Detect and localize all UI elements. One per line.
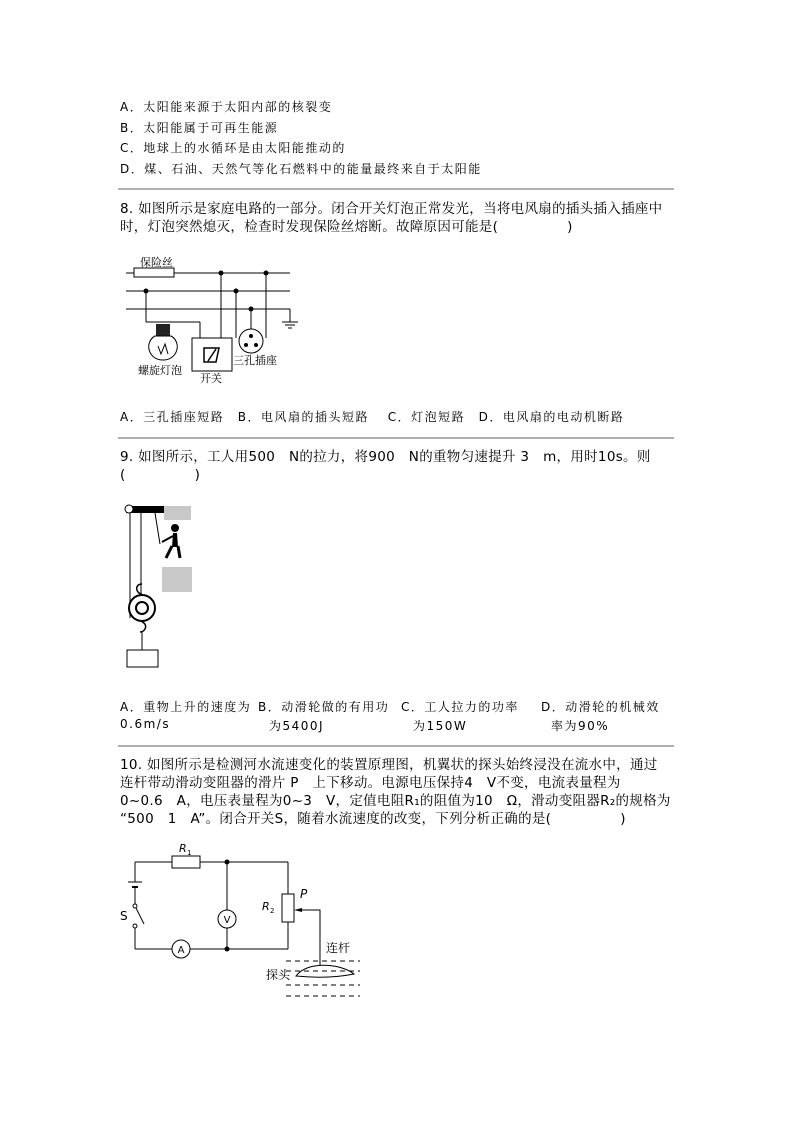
q9-option-a-line2: 0.6m/s xyxy=(120,717,171,731)
ammeter-label: A xyxy=(177,945,185,956)
q8-stem-line2: 时，灯泡突然熄灭，检查时发现保险丝熔断。故障原因可能是( ) xyxy=(120,219,573,235)
switch-s xyxy=(136,908,144,924)
q7-option-d: D．煤、石油、天然气等化石燃料中的能量最终来自于太阳能 xyxy=(120,162,482,176)
q9-pulley-figure xyxy=(120,500,200,672)
q10-stem-line3: 0~0.6 A，电压表量程为0~3 V，定值电阻R₁的阻值为10 Ω，滑动变阻器R₂的规格为 xyxy=(120,793,671,809)
slider-p-label: P xyxy=(300,887,308,901)
q10-stem-line4: “500 1 A”。闭合开关S，随着水流速度的改变，下列分析正确的是( ) xyxy=(120,811,626,827)
bulb-icon xyxy=(149,324,178,360)
q9-option-d-line2: 率为90% xyxy=(551,719,610,733)
q8-circuit-figure xyxy=(120,250,310,390)
q9-option-d-line1: D．动滑轮的机械效 xyxy=(541,700,660,714)
q9-stem-line2: ( ) xyxy=(120,467,201,483)
r1-subscript: 1 xyxy=(187,849,192,857)
fuse-label: 保险丝 xyxy=(140,256,173,269)
q9-option-b-line2: 为5400J xyxy=(269,719,325,733)
q8-options: A．三孔插座短路 B．电风扇的插头短路 C．灯泡短路 D．电风扇的电动机断路 xyxy=(120,410,625,424)
r1-resistor xyxy=(172,856,200,868)
switch-s-label: S xyxy=(120,909,128,923)
q10-stem-line2: 连杆带动滑动变阻器的滑片 P 上下移动。电源电压保持4 V不变，电流表量程为 xyxy=(120,775,621,791)
q9-option-c-line1: C．工人拉力的功率 xyxy=(401,700,519,714)
divider xyxy=(118,745,674,747)
socket-label: 三孔插座 xyxy=(233,354,277,367)
divider xyxy=(118,188,674,190)
q8-stem-line1: 8. 如图所示是家庭电路的一部分。闭合开关灯泡正常发光，当将电风扇的插头插入插座中 xyxy=(120,201,663,217)
probe-label: 探头 xyxy=(266,968,291,982)
q7-option-c: C．地球上的水循环是由太阳能推动的 xyxy=(120,141,346,155)
r2-subscript: 2 xyxy=(270,907,275,915)
bulb-label: 螺旋灯泡 xyxy=(138,364,182,377)
q7-option-b: B．太阳能属于可再生能源 xyxy=(120,121,279,135)
r2-label: R xyxy=(262,900,270,913)
socket-icon xyxy=(239,329,263,353)
q10-circuit-figure xyxy=(120,838,370,1003)
q9-option-c-line2: 为150W xyxy=(413,719,468,733)
fuse-symbol xyxy=(134,268,174,277)
q9-stem-line1: 9. 如图所示，工人用500 N的拉力，将900 N的重物匀速提升 3 m，用时10s。则 xyxy=(120,449,651,465)
divider xyxy=(118,437,674,439)
r2-resistor xyxy=(282,894,294,922)
r1-label: R xyxy=(179,842,187,855)
rod-label: 连杆 xyxy=(326,941,351,955)
worker-icon xyxy=(162,524,180,558)
voltmeter-label: V xyxy=(223,915,231,926)
q9-option-b-line1: B．动滑轮做的有用功 xyxy=(258,700,390,714)
q10-stem-line1: 10. 如图所示是检测河水流速变化的装置原理图，机翼状的探头始终浸没在流水中，通过 xyxy=(120,757,658,773)
load-block xyxy=(127,650,158,667)
q9-option-a-line1: A．重物上升的速度为 xyxy=(120,700,252,714)
switch-label: 开关 xyxy=(200,372,222,385)
q7-option-a: A．太阳能来源于太阳内部的核裂变 xyxy=(120,100,333,114)
